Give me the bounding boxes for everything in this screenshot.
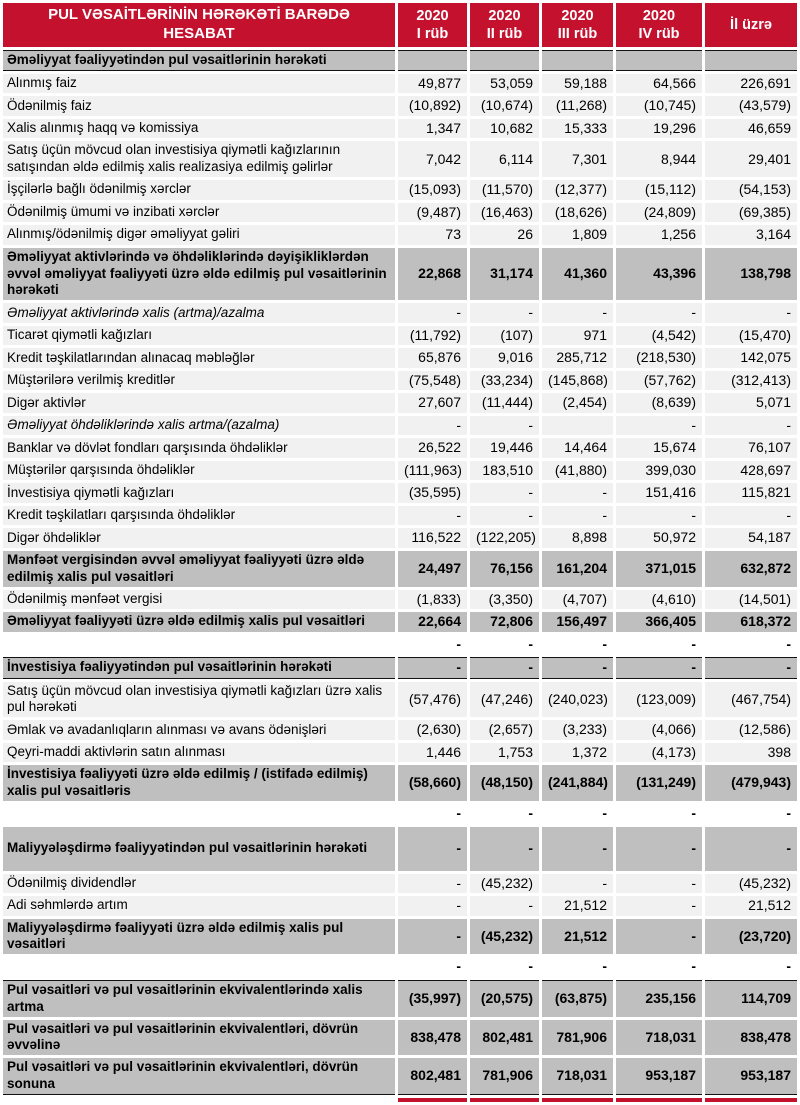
cell-value: 838,478 [705,1020,797,1056]
strip-cell [398,1098,467,1102]
table-row [3,1020,797,1056]
cell-value: - [786,958,791,975]
cell-value: - [691,805,696,821]
table-row [3,765,797,801]
table-row [3,682,797,718]
cell-value: (57,762) [616,371,702,391]
cell-value: (33,234) [470,371,539,391]
cell-value: (15,470) [705,326,797,346]
cell-value: (45,232) [470,919,539,955]
row-label: İnvestisiya qiymətli kağızları [3,483,395,503]
cell-value: - [616,416,702,436]
cell-value: 802,481 [398,1058,467,1095]
cell-value: 7,301 [542,141,613,177]
cell-value: 26 [470,225,539,245]
cell-value: (24,809) [616,203,702,223]
cell-value: (122,205) [470,528,539,548]
row-label: Pul vəsaitləri və pul vəsaitlərinin ekvivalentləri, dövrün sonuna [3,1058,395,1095]
cell-value: - [398,416,467,436]
table-row [3,612,797,632]
cell-value: (12,586) [705,720,797,740]
cell-value: - [398,919,467,955]
column-header: 2020 IV rüb [616,3,702,47]
cell-value: 24,497 [398,551,467,587]
cell-value: - [456,635,461,652]
cell-value: - [616,303,702,323]
cell-value [542,416,613,436]
table-row [3,326,797,346]
row-label: Banklar və dövlət fondları qarşısında öhdəliklər [3,438,395,458]
cell-value: (35,595) [398,483,467,503]
cell-value: 838,478 [398,1020,467,1056]
cell-value: - [542,483,613,503]
cell-value: 1,372 [542,743,613,763]
cell-value: - [470,827,539,871]
cell-value: - [705,827,797,871]
table-row [3,96,797,116]
table-row [3,874,797,894]
header-row [3,3,797,47]
cell-value: - [616,896,702,916]
cell-value: 1,809 [542,225,613,245]
cell-value: 65,876 [398,348,467,368]
table-row [3,483,797,503]
cell-value: 1,753 [470,743,539,763]
table-row [3,720,797,740]
cell-value: 183,510 [470,461,539,481]
cell-value: 151,416 [616,483,702,503]
table-row [3,804,797,824]
table-row [3,416,797,436]
cell-value: 76,156 [470,551,539,587]
row-label: Alınmış faiz [3,74,395,94]
cell-value: (467,754) [705,682,797,718]
cell-value: (8,639) [616,393,702,413]
cell-value: 54,187 [705,528,797,548]
cell-value: 366,405 [616,612,702,632]
cell-value: 142,075 [705,348,797,368]
cell-value: - [470,506,539,526]
row-label [3,957,395,977]
cell-value: (2,657) [470,720,539,740]
row-label: Ticarət qiymətli kağızları [3,326,395,346]
cell-value: 22,868 [398,248,467,301]
cell-value: - [398,874,467,894]
table-row [3,225,797,245]
cell-value: (241,884) [542,765,613,801]
cell-value: (63,875) [542,980,613,1017]
cell-value: - [616,919,702,955]
cell-value: 5,071 [705,393,797,413]
cell-value: - [398,657,467,679]
row-label: Pul vəsaitləri və pul vəsaitlərinin ekvivalentlərində xalis artma [3,980,395,1017]
column-header: İl üzrə [705,3,797,47]
row-label: Mənfəət vergisindən əvvəl əməliyyat fəaliyyəti üzrə əldə edilmiş xalis pul vəsaitləri [3,551,395,587]
cell-value: - [470,657,539,679]
cell-value: 15,333 [542,119,613,139]
cell-value: (218,530) [616,348,702,368]
cell-value: - [398,896,467,916]
cell-value: - [398,827,467,871]
cell-value: (10,892) [398,96,467,116]
cell-value: (479,943) [705,765,797,801]
cell-value: (2,630) [398,720,467,740]
row-label: Ödənilmiş faiz [3,96,395,116]
table-row [3,393,797,413]
table-row [3,348,797,368]
cell-value: 114,709 [705,980,797,1017]
cell-value: (4,066) [616,720,702,740]
cell-value: - [456,805,461,821]
row-label: Müştərilər qarşısında öhdəliklər [3,461,395,481]
row-label: Satış üçün mövcud olan investisiya qiymətli kağızlarının satışından əldə edilmiş xalis realizasiya edilmiş gəlirlər [3,141,395,177]
row-label: Pul vəsaitləri və pul vəsaitlərinin ekvivalentləri, dövrün əvvəlinə [3,1020,395,1056]
row-label: İşçilərlə bağlı ödənilmiş xərclər [3,180,395,200]
cell-value: 156,497 [542,612,613,632]
cell-value: 64,566 [616,74,702,94]
cell-value: - [705,416,797,436]
cell-value: - [705,657,797,679]
cell-value: - [542,874,613,894]
cell-value [470,50,539,71]
cell-value: - [470,483,539,503]
cell-value: 49,877 [398,74,467,94]
cell-value: 41,360 [542,248,613,301]
cell-value: (48,150) [470,765,539,801]
cell-value: 29,401 [705,141,797,177]
row-label: Adi səhmlərdə artım [3,896,395,916]
cell-value: 1,256 [616,225,702,245]
cell-value: - [616,657,702,679]
cell-value: 235,156 [616,980,702,1017]
cell-value: - [602,635,607,652]
cell-value: (15,093) [398,180,467,200]
cell-value: 116,522 [398,528,467,548]
table-row [3,957,797,977]
cell-value: (75,548) [398,371,467,391]
cell-value: - [528,805,533,821]
cell-value: 53,059 [470,74,539,94]
cell-value: - [705,303,797,323]
cell-value: 8,898 [542,528,613,548]
cell-value: - [542,827,613,871]
cell-value [616,50,702,71]
cell-value: 14,464 [542,438,613,458]
strip-spacer [3,1098,395,1102]
cell-value: (10,745) [616,96,702,116]
cell-value: - [542,506,613,526]
cell-value: 161,204 [542,551,613,587]
cell-value: (12,377) [542,180,613,200]
column-header: 2020 II rüb [470,3,539,47]
row-label: Maliyyələşdirmə fəaliyyətindən pul vəsaitlərinin hərəkəti [3,827,395,871]
cell-value: - [542,303,613,323]
cell-value [542,50,613,71]
strip-cell [705,1098,797,1102]
cell-value: 15,674 [616,438,702,458]
cell-value: 76,107 [705,438,797,458]
table-row [3,590,797,610]
cell-value: 1,446 [398,743,467,763]
cell-value: - [786,805,791,821]
cell-value: 285,712 [542,348,613,368]
cell-value: (11,268) [542,96,613,116]
cell-value: - [616,506,702,526]
cell-value: (4,610) [616,590,702,610]
cell-value [398,50,467,71]
cell-value: (3,350) [470,590,539,610]
next-table-header-strip [3,1098,797,1102]
cell-value: (2,454) [542,393,613,413]
cell-value: 226,691 [705,74,797,94]
table-row [3,635,797,655]
cell-value: 6,114 [470,141,539,177]
row-label: Ödənilmiş dividendlər [3,874,395,894]
cell-value: (111,963) [398,461,467,481]
table-row [3,528,797,548]
cell-value: - [398,303,467,323]
cell-value: - [542,657,613,679]
cell-value: 46,659 [705,119,797,139]
cell-value: 718,031 [616,1020,702,1056]
cell-value: 781,906 [470,1058,539,1095]
row-label: İnvestisiya fəaliyyəti üzrə əldə edilmiş / (istifadə edilmiş) xalis pul vəsaitləris [3,765,395,801]
table-row [3,141,797,177]
cell-value: 73 [398,225,467,245]
cell-value: (18,626) [542,203,613,223]
table-row [3,438,797,458]
cell-value: 398 [705,743,797,763]
cell-value: (123,009) [616,682,702,718]
cell-value: - [470,896,539,916]
row-label: Əməliyyat aktivlərində və öhdəliklərində dəyişikliklərdən əvvəl əməliyyat fəaliyyəti üzrə əldə edilmiş pul vəsaitlərinin hərəkəti [3,248,395,301]
page-title: PUL VƏSAİTLƏRİNİN HƏRƏKƏTİ BARƏDƏ HESABAT [3,3,395,47]
cell-value: (11,792) [398,326,467,346]
cell-value: 115,821 [705,483,797,503]
table-row [3,919,797,955]
table-row [3,657,797,679]
table-row [3,743,797,763]
cell-value: 22,664 [398,612,467,632]
cell-value: (4,707) [542,590,613,610]
cell-value: 31,174 [470,248,539,301]
row-label: Ödənilmiş mənfəət vergisi [3,590,395,610]
cell-value: - [616,874,702,894]
cell-value: (4,542) [616,326,702,346]
row-label: Əməliyyat öhdəliklərində xalis artma/(azalma) [3,416,395,436]
table-row [3,248,797,301]
cell-value: - [470,416,539,436]
cell-value: (15,112) [616,180,702,200]
cell-value: 43,396 [616,248,702,301]
cell-value: - [602,805,607,821]
table-row [3,506,797,526]
cell-value: - [705,506,797,526]
cell-value: - [456,958,461,975]
row-label: Kredit təşkilatlarından alınacaq məbləğlər [3,348,395,368]
cell-value: 953,187 [616,1058,702,1095]
strip-cell [616,1098,702,1102]
strip-cell [470,1098,539,1102]
cell-value: 802,481 [470,1020,539,1056]
row-label: Əməliyyat fəaliyyəti üzrə əldə edilmiş xalis pul vəsaitləri [3,612,395,632]
cell-value: (9,487) [398,203,467,223]
cell-value: (35,997) [398,980,467,1017]
column-header: 2020 I rüb [398,3,467,47]
cell-value: 718,031 [542,1058,613,1095]
table-row [3,551,797,587]
cell-value: - [602,958,607,975]
row-label: Satış üçün mövcud olan investisiya qiymətli kağızları üzrə xalis pul hərəkəti [3,682,395,718]
cell-value: - [398,506,467,526]
cell-value: (107) [470,326,539,346]
table-row [3,371,797,391]
cell-value: 72,806 [470,612,539,632]
cell-value: - [691,635,696,652]
cell-value [705,50,797,71]
row-label: Qeyri-maddi aktivlərin satın alınması [3,743,395,763]
cell-value: 399,030 [616,461,702,481]
cell-value: 3,164 [705,225,797,245]
row-label: Alınmış/ödənilmiş digər əməliyyat gəliri [3,225,395,245]
cell-value: 781,906 [542,1020,613,1056]
cell-value: (11,444) [470,393,539,413]
cell-value: (54,153) [705,180,797,200]
cell-value: - [470,303,539,323]
cell-value: 1,347 [398,119,467,139]
row-label: Ödənilmiş ümumi və inzibati xərclər [3,203,395,223]
cell-value: 27,607 [398,393,467,413]
cell-value: (145,868) [542,371,613,391]
cell-value: 50,972 [616,528,702,548]
table-row [3,303,797,323]
cell-value: (41,880) [542,461,613,481]
row-label: Xalis alınmış haqq və komissiya [3,119,395,139]
row-label: Əmlak və avadanlıqların alınması və avans ödənişləri [3,720,395,740]
row-label [3,804,395,824]
strip-cell [542,1098,613,1102]
cell-value: 21,512 [705,896,797,916]
cell-value: 618,372 [705,612,797,632]
table-row [3,74,797,94]
cell-value: (45,232) [470,874,539,894]
cell-value: - [786,635,791,652]
cell-value: (4,173) [616,743,702,763]
cell-value: 19,296 [616,119,702,139]
cell-value: (131,249) [616,765,702,801]
row-label: Digər aktivlər [3,393,395,413]
table-row [3,119,797,139]
table-row [3,827,797,871]
cell-value: 371,015 [616,551,702,587]
row-label [3,635,395,655]
cell-value: (45,232) [705,874,797,894]
cell-value: 428,697 [705,461,797,481]
cell-value: (47,246) [470,682,539,718]
cell-value: (23,720) [705,919,797,955]
cell-value: (43,579) [705,96,797,116]
row-label: Əməliyyat fəaliyyətindən pul vəsaitlərinin hərəkəti [3,50,395,71]
cell-value: 21,512 [542,896,613,916]
cell-value: 59,188 [542,74,613,94]
row-label: Əməliyyat aktivlərində xalis (artma)/azalma [3,303,395,323]
row-label: Digər öhdəliklər [3,528,395,548]
cell-value: (69,385) [705,203,797,223]
row-label: İnvestisiya fəaliyyətindən pul vəsaitlərinin hərəkəti [3,657,395,679]
cell-value: (1,833) [398,590,467,610]
cell-value: 971 [542,326,613,346]
table-body [3,50,797,1102]
cell-value: (10,674) [470,96,539,116]
cell-value: (57,476) [398,682,467,718]
row-label: Kredit təşkilatları qarşısında öhdəliklər [3,506,395,526]
cell-value: - [528,635,533,652]
table-row [3,50,797,71]
cell-value: (11,570) [470,180,539,200]
cell-value: 7,042 [398,141,467,177]
cell-value: 19,446 [470,438,539,458]
cell-value: (20,575) [470,980,539,1017]
table-row [3,461,797,481]
table-row [3,980,797,1017]
cell-value: 10,682 [470,119,539,139]
table-row [3,180,797,200]
cell-value: - [616,827,702,871]
cell-value: 138,798 [705,248,797,301]
cell-value: 632,872 [705,551,797,587]
cell-value: 21,512 [542,919,613,955]
cell-value: (58,660) [398,765,467,801]
row-label: Maliyyələşdirmə fəaliyyəti üzrə əldə edilmiş xalis pul vəsaitləri [3,919,395,955]
cell-value: 26,522 [398,438,467,458]
cell-value: 953,187 [705,1058,797,1095]
table-row [3,203,797,223]
cell-value: 9,016 [470,348,539,368]
cell-value: 8,944 [616,141,702,177]
cell-value: (16,463) [470,203,539,223]
table-row [3,896,797,916]
table-row [3,1058,797,1095]
cell-value: (312,413) [705,371,797,391]
cell-value: (3,233) [542,720,613,740]
cell-value: - [691,958,696,975]
row-label: Müştərilərə verilmiş kreditlər [3,371,395,391]
cell-value: (14,501) [705,590,797,610]
cell-value: (240,023) [542,682,613,718]
column-header: 2020 III rüb [542,3,613,47]
cell-value: - [528,958,533,975]
